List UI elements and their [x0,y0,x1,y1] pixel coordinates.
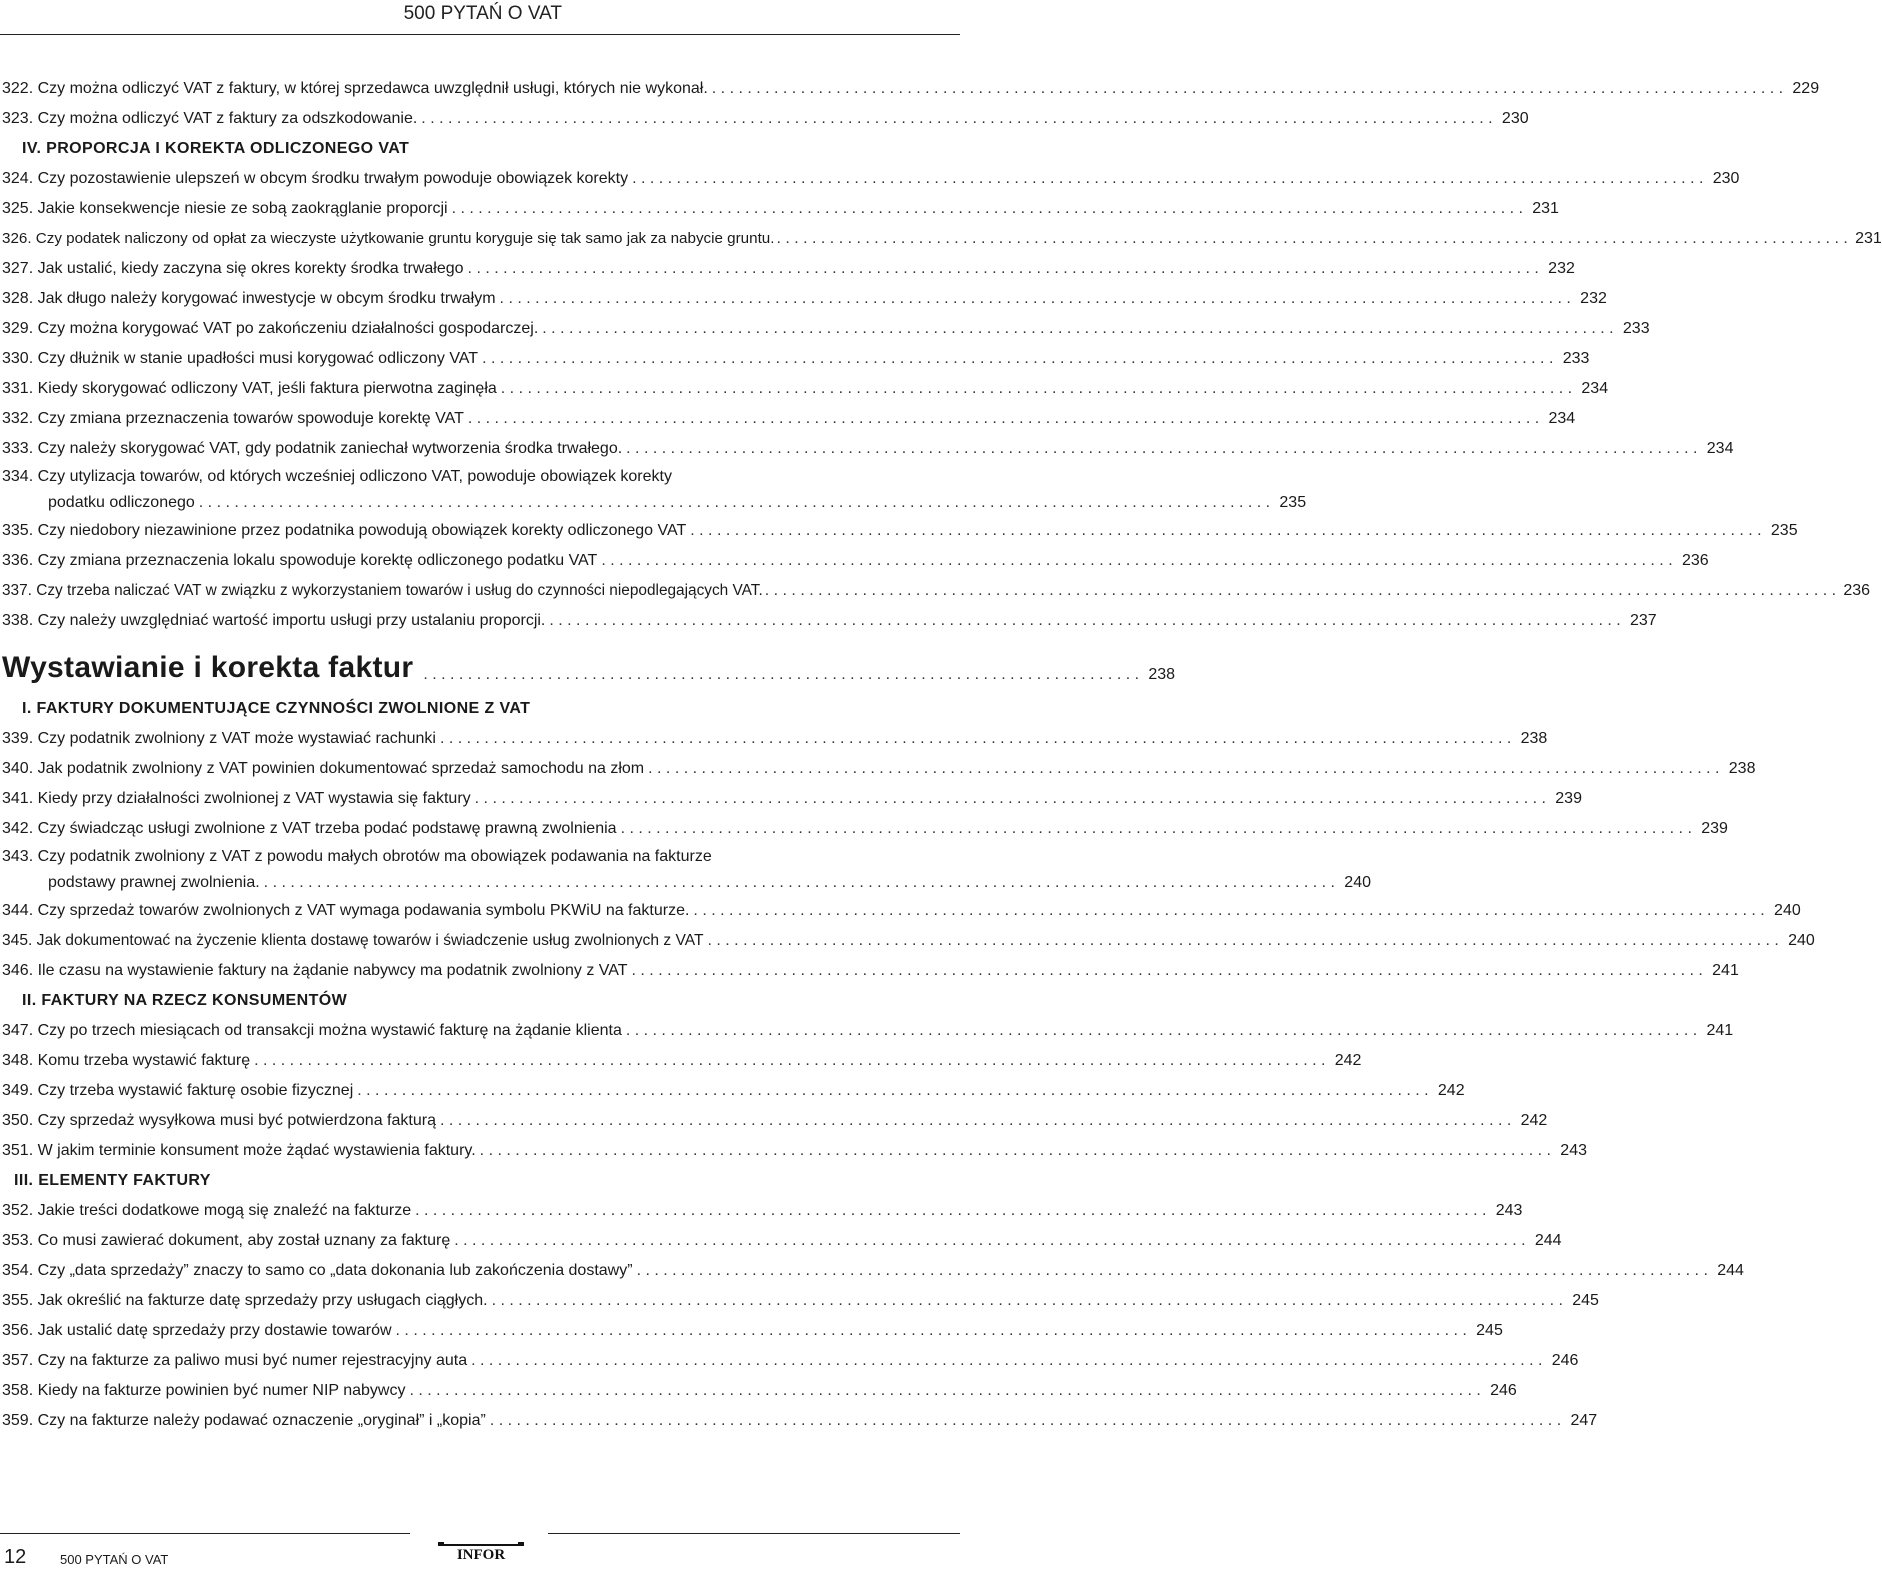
toc-entry-page: 234 [1581,380,1609,397]
dot-leader [632,164,1703,194]
toc-entry-page: 240 [1774,902,1801,919]
toc-entry-text: 340. Jak podatnik zwolniony z VAT powinien dokumentować sprzedaż samochodu na złom [2,760,645,777]
toc-entry[interactable] [0,164,1740,194]
running-header [0,0,960,30]
toc-entry-page: 235 [1279,494,1307,511]
chapter-title: Wystawianie i korekta faktur [2,651,414,684]
toc-entry-text: 337. Czy trzeba naliczać VAT w związku z wykorzystaniem towarów i usług do czynności niepodlegających VAT. [2,582,763,599]
toc-entry[interactable] [0,74,1820,104]
dot-leader [454,1226,1525,1256]
toc-entry-text: 349. Czy trzeba wystawić fakturę osobie fizycznej [2,1082,354,1099]
dot-leader [468,254,1539,284]
toc-entry[interactable] [0,1316,1503,1346]
toc-entry[interactable] [0,1226,1562,1256]
footer-page-number: 12 [4,1546,27,1568]
toc-entry[interactable] [0,956,1739,986]
toc-entry-text: 333. Czy należy skorygować VAT, gdy podatnik zaniechał wytworzenia środka trwałego. [2,440,623,457]
running-header-title: 500 PYTAŃ O VAT [403,3,562,24]
dot-leader [500,284,1571,314]
toc-entry-text-continued: podatku odliczonego [48,494,195,511]
toc-entry-page: 246 [1490,1382,1517,1399]
toc-entry-text: 344. Czy sprzedaż towarów zwolnionych z VAT wymaga podawania symbolu PKWiU na fakturze. [2,902,690,919]
dot-leader [440,1106,1511,1136]
dot-leader [626,1016,1697,1046]
toc-entry[interactable] [0,1256,1744,1286]
toc-entry-page: 234 [1548,410,1576,427]
dot-leader [549,606,1620,636]
toc-entry-text: 328. Jak długo należy korygować inwestycje w obcym środku trwałym [2,290,496,307]
toc-entry-page: 239 [1555,790,1582,807]
toc-entry-text: 347. Czy po trzech miesiącach od transakcji można wystawić fakturę na żądanie klienta [2,1022,622,1039]
toc-entry[interactable] [0,1196,1523,1226]
footer-rule-right [548,1533,960,1534]
dot-leader [708,926,1779,956]
dot-leader [409,1376,1480,1406]
toc-entry-text: 358. Kiedy na fakturze powinien być numer NIP nabywcy [2,1382,406,1399]
toc-entry[interactable] [0,1046,1362,1076]
toc-entry-page: 239 [1701,820,1728,837]
dot-leader [632,956,1703,986]
dot-leader [482,344,1553,374]
toc-entry-page: 244 [1717,1262,1744,1279]
toc-entry-page: 241 [1706,1022,1734,1039]
dot-leader [264,868,1335,898]
toc-entry[interactable] [0,754,1756,784]
dot-leader [254,1046,1325,1076]
toc-entry-text-continued: podstawy prawnej zwolnienia. [48,874,260,891]
dot-leader [480,1136,1551,1166]
toc-entry-page: 234 [1706,440,1734,457]
dot-leader [490,1406,1561,1436]
dot-leader [765,576,1836,606]
toc-entry[interactable] [0,516,1798,546]
infor-logo-icon [436,1538,526,1562]
toc-entry[interactable] [0,104,1529,134]
toc-entry-text: 332. Czy zmiana przeznaczenia towarów spowoduje korektę VAT [2,410,464,427]
toc-entry-page: 241 [1712,962,1739,979]
dot-leader [693,896,1764,926]
dot-leader [648,754,1719,784]
dot-leader [776,224,1847,254]
toc-entry-page: 243 [1560,1142,1587,1159]
toc-entry-text: 345. Jak dokumentować na życzenie klienta dostawę towarów i świadczenie usług zwolnionych z VAT [2,932,704,949]
toc-entry-page: 236 [1681,552,1709,569]
toc-entry-page: 244 [1534,1232,1562,1249]
toc-entry[interactable] [0,546,1709,576]
dot-leader [542,314,1613,344]
toc-entry[interactable] [0,1406,1598,1436]
toc-entry-page: 240 [1788,932,1815,949]
toc-entry[interactable] [0,434,1734,464]
toc-entry-text: 330. Czy dłużnik w stanie upadłości musi korygować odliczony VAT [2,350,479,367]
toc-entry-page: 245 [1572,1292,1599,1309]
toc-entry-text: 352. Jakie treści dodatkowe mogą się znaleźć na fakturze [2,1202,412,1219]
toc-entry-page: 230 [1712,170,1740,187]
toc-entry-text: 327. Jak ustalić, kiedy zaczyna się okres korekty środka trwałego [2,260,464,277]
section-heading-i: I. FAKTURY DOKUMENTUJĄCE CZYNNOŚCI ZWOLNIONE Z VAT [22,700,531,717]
toc-entry[interactable] [0,1016,1734,1046]
dot-leader [440,724,1511,754]
toc-entry-page: 237 [1630,612,1657,629]
toc-entry-page: 245 [1476,1322,1503,1339]
dot-leader [626,434,1697,464]
toc-entry-text: 355. Jak określić na fakturze datę sprzedaży przy usługach ciągłych. [2,1292,488,1309]
toc-entry-text: 338. Czy należy uwzględniać wartość importu usługi przy ustalaniu proporcji. [2,612,546,629]
toc-entry[interactable] [0,374,1609,404]
toc-entry-text: 350. Czy sprzedaż wysyłkowa musi być potwierdzona fakturą [2,1112,436,1129]
header-rule [0,34,960,35]
toc-entry[interactable] [0,1106,1548,1136]
toc-entry[interactable] [0,784,1582,814]
toc-entry[interactable] [0,344,1590,374]
dot-leader [357,1076,1428,1106]
toc-entry-page: 229 [1792,80,1820,97]
toc-entry[interactable] [0,194,1559,224]
toc-entry[interactable] [0,1286,1599,1316]
toc-entry-page: 236 [1843,582,1871,599]
toc-entry-text: 326. Czy podatek naliczony od opłat za wieczyste użytkowanie gruntu koryguje się tak samo jak za nabycie gruntu. [2,230,775,247]
toc-entry[interactable] [0,254,1575,284]
chapter-page: 238 [1148,666,1176,683]
toc-entry[interactable] [0,404,1576,434]
toc-entry-page: 240 [1344,874,1371,891]
dot-leader [501,374,1572,404]
toc-entry-page: 243 [1495,1202,1523,1219]
toc-entry-page: 246 [1551,1352,1579,1369]
toc-entry[interactable] [0,224,1882,254]
toc-entry-text: 357. Czy na fakturze za paliwo musi być numer rejestracyjny auta [2,1352,468,1369]
infor-logo-text: INFOR [456,1547,506,1563]
toc-entry-text: 329. Czy można korygować VAT po zakończeniu działalności gospodarczej. [2,320,539,337]
dot-leader [621,814,1692,844]
toc-entry[interactable] [0,314,1650,344]
dot-leader [423,660,1139,690]
toc-entry-text: 353. Co musi zawierać dokument, aby został uznany za fakturę [2,1232,451,1249]
toc-entry-page: 242 [1334,1052,1362,1069]
toc-entry-text: 325. Jakie konsekwencje niesie ze sobą zaokrąglanie proporcji [2,200,448,217]
dot-leader [415,1196,1486,1226]
toc-entry-page: 238 [1520,730,1548,747]
dot-leader [452,194,1523,224]
toc-entry-page: 231 [1532,200,1559,217]
section-heading-iv: IV. PROPORCJA I KOREKTA ODLICZONEGO VAT [22,140,410,157]
footer-title: 500 PYTAŃ O VAT [60,1552,169,1567]
toc-entry[interactable] [0,814,1728,844]
toc-entry[interactable] [0,1076,1465,1106]
toc-entry-text: 356. Jak ustalić datę sprzedaży przy dostawie towarów [2,1322,392,1339]
dot-leader [475,784,1546,814]
toc-entry[interactable] [0,844,1371,896]
toc-entry-page: 233 [1622,320,1650,337]
toc-entry[interactable] [0,576,1871,606]
toc-entry-page: 230 [1501,110,1529,127]
toc-entry[interactable] [0,926,1815,956]
toc-entry-text: 343. Czy podatnik zwolniony z VAT z powodu małych obrotów ma obowiązek podawania na fakturze [2,848,712,865]
dot-leader [637,1256,1708,1286]
toc-entry-text: 346. Ile czasu na wystawienie faktury na żądanie nabywcy ma podatnik zwolniony z VAT [2,962,628,979]
toc-entry-text: 324. Czy pozostawienie ulepszeń w obcym środku trwałym powoduje obowiązek korekty [2,170,629,187]
footer-rule-left [0,1533,410,1534]
toc-entry-page: 232 [1580,290,1607,307]
toc-entry[interactable] [0,1136,1587,1166]
toc-entry[interactable] [0,464,1307,516]
toc-entry-page: 233 [1562,350,1590,367]
toc-entry-text: 351. W jakim terminie konsument może żądać wystawienia faktury. [2,1142,476,1159]
toc-entry[interactable] [0,606,1657,636]
toc-entry-text: 339. Czy podatnik zwolniony z VAT może wystawiać rachunki [2,730,436,747]
toc-entry[interactable] [0,896,1801,926]
toc-entry-page: 242 [1520,1112,1548,1129]
dot-leader [601,546,1672,576]
toc-entry-text: 331. Kiedy skorygować odliczony VAT, jeśli faktura pierwotna zaginęła [2,380,497,397]
toc-entry-text: 322. Czy można odliczyć VAT z faktury, w której sprzedawca uwzględnił usługi, których nie wykonał. [2,80,708,97]
dot-leader [396,1316,1467,1346]
dot-leader [468,404,1539,434]
toc-entry-text: 323. Czy można odliczyć VAT z faktury za odszkodowanie. [2,110,418,127]
dot-leader [712,74,1783,104]
toc-entry[interactable] [0,1376,1517,1406]
toc-entry-page: 235 [1770,522,1798,539]
toc-entry-page: 247 [1570,1412,1598,1429]
toc-entry-text: 334. Czy utylizacja towarów, od których wcześniej odliczono VAT, powoduje obowiązek korekty [2,468,672,485]
section-heading-iii: III. ELEMENTY FAKTURY [14,1172,211,1189]
dot-leader [421,104,1492,134]
toc-entry-page: 232 [1548,260,1575,277]
toc-entry-page: 231 [1855,230,1882,247]
dot-leader [199,488,1270,518]
toc-entry[interactable] [0,284,1607,314]
toc-entry-text: 341. Kiedy przy działalności zwolnionej z VAT wystawia się faktury [2,790,471,807]
toc-entry-text: 335. Czy niedobory niezawinione przez podatnika powodują obowiązek korekty odliczonego VAT [2,522,687,539]
toc-entry-text: 342. Czy świadcząc usługi zwolnione z VAT trzeba podać podstawę prawną zwolnienia [2,820,617,837]
toc-entry-text: 336. Czy zmiana przeznaczenia lokalu spowoduje korektę odliczonego podatku VAT [2,552,598,569]
toc-entry[interactable] [0,724,1548,754]
dot-leader [471,1346,1542,1376]
section-heading-ii: II. FAKTURY NA RZECZ KONSUMENTÓW [22,992,348,1009]
toc-entry-text: 354. Czy „data sprzedaży” znaczy to samo co „data dokonania lub zakończenia dostawy” [2,1262,633,1279]
toc-entry-text: 348. Komu trzeba wystawić fakturę [2,1052,251,1069]
toc-entry-text: 359. Czy na fakturze należy podawać oznaczenie „oryginał” i „kopia” [2,1412,486,1429]
toc-entry-page: 242 [1437,1082,1465,1099]
toc-entry-page: 238 [1728,760,1756,777]
toc-entry[interactable] [0,1346,1579,1376]
chapter-heading[interactable] [0,642,1176,690]
dot-leader [690,516,1761,546]
table-of-contents [0,74,1882,1436]
dot-leader [492,1286,1563,1316]
